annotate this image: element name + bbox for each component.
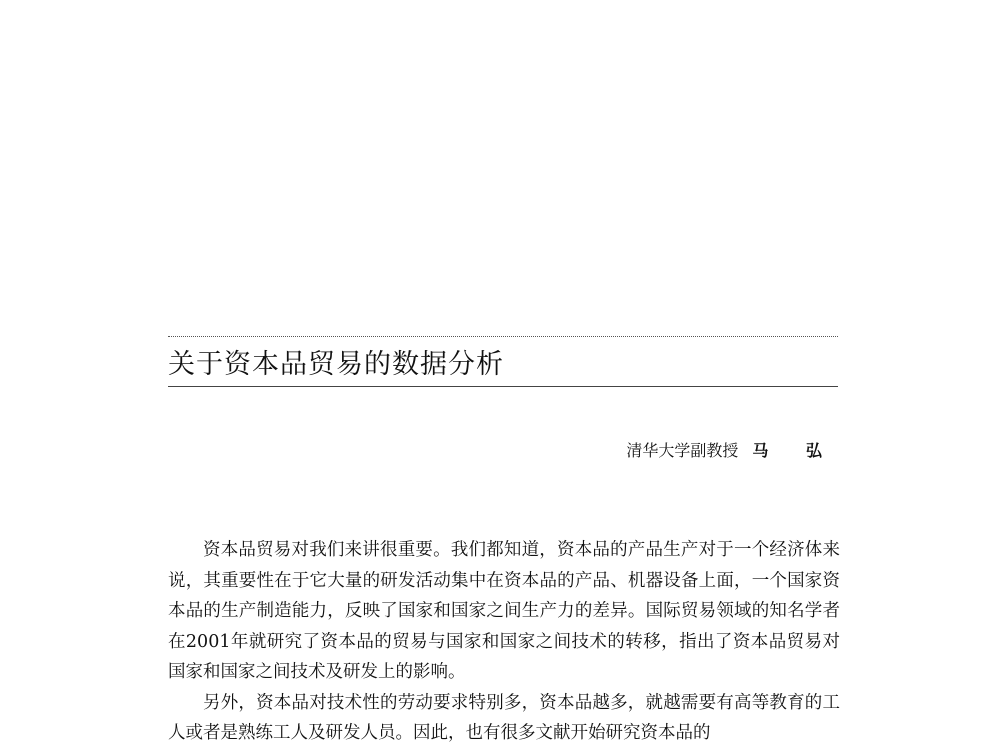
- author-affiliation: 清华大学副教授: [626, 441, 739, 460]
- article-body: [168, 535, 840, 749]
- title-bottom-rule: [168, 386, 838, 387]
- author-name: 马 弘: [752, 441, 838, 460]
- title-top-rule: [168, 336, 838, 337]
- body-paragraph-2: 另外，资本品对技术性的劳动要求特别多，资本品越多，就越需要有高等教育的工人或者是熟练工人及研发人员。因此，也有很多文献开始研究资本品的: [168, 692, 840, 743]
- author-byline: [626, 438, 838, 461]
- article-title: 关于资本品贸易的数据分析: [168, 349, 504, 380]
- body-paragraph-1: 资本品贸易对我们来讲很重要。我们都知道，资本品的产品生产对于一个经济体来说，其重要性在于它大量的研发活动集中在资本品的产品、机器设备上面，一个国家资本品的生产制造能力，反映了国家和国家之间生产力的差异。国际贸易领域的知名学者在2001年就研究了资本品的贸易与国家和国家之间技术的转移，指出了资本品贸易对国家和国家之间技术及研发上的影响。: [168, 540, 840, 682]
